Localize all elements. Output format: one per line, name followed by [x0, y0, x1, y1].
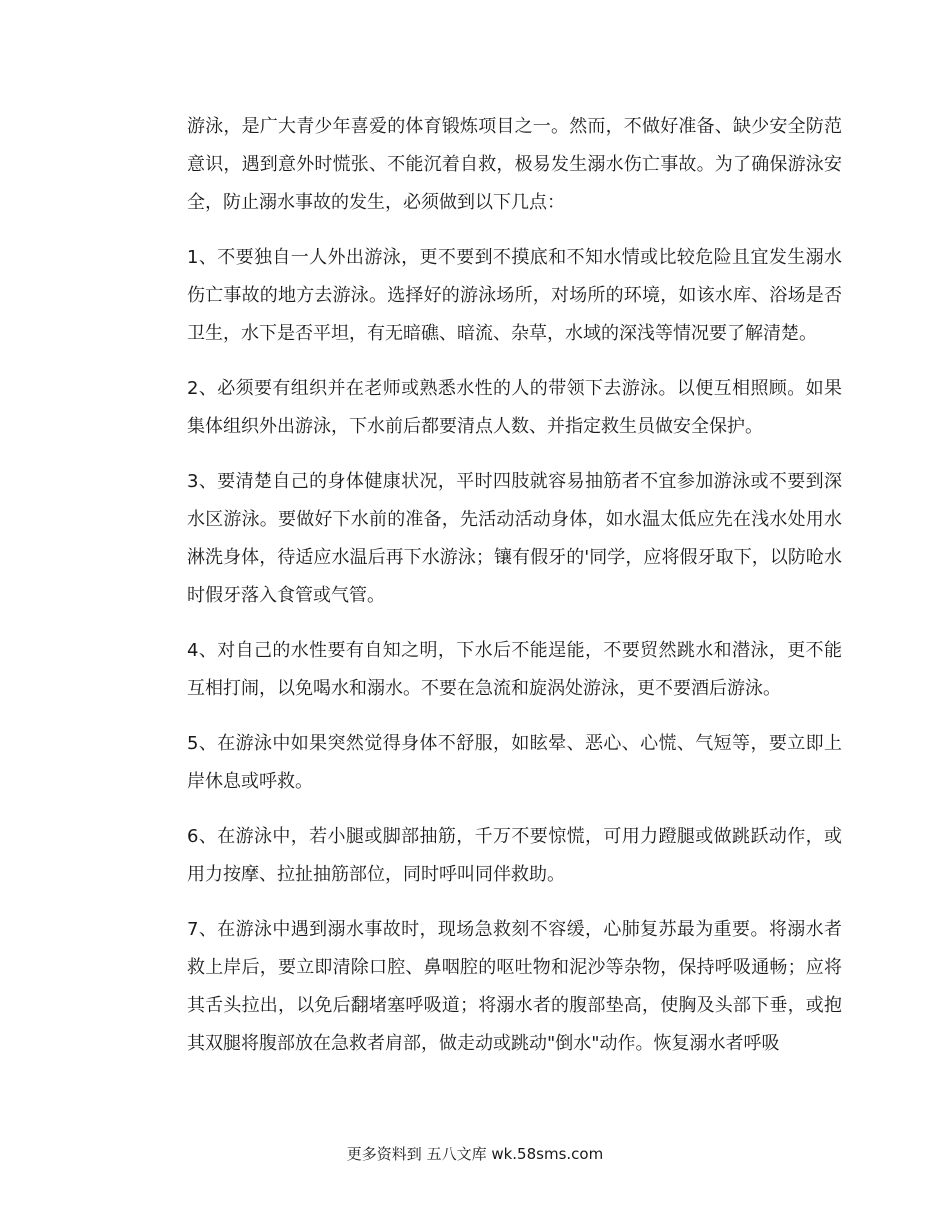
point-5-paragraph: 5、在游泳中如果突然觉得身体不舒服，如眩晕、恶心、心慌、气短等，要立即上岸休息或呼救。 [187, 733, 842, 792]
intro-paragraph: 游泳，是广大青少年喜爱的体育锻炼项目之一。然而，不做好准备、缺少安全防范意识，遇到意外时慌张、不能沉着自救，极易发生溺水伤亡事故。为了确保游泳安全，防止溺水事故的发生，必须做到以下几点： [187, 116, 842, 213]
point-2-paragraph: 2、必须要有组织并在老师或熟悉水性的人的带领下去游泳。以便互相照顾。如果集体组织外出游泳，下水前后都要清点人数、并指定救生员做安全保护。 [187, 378, 842, 437]
point-7-paragraph: 7、在游泳中遇到溺水事故时，现场急救刻不容缓，心肺复苏最为重要。将溺水者救上岸后，要立即清除口腔、鼻咽腔的呕吐物和泥沙等杂物，保持呼吸通畅；应将其舌头拉出，以免后翻堵塞呼吸道；将溺水者的腹部垫高，使胸及头部下垂，或抱其双腿将腹部放在急救者肩部，做走动或跳动"倒水"动作。恢复溺水者呼吸 [187, 919, 842, 1054]
page-footer: 更多资料到 五八文库 wk.58sms.com [346, 1145, 604, 1163]
point-6-paragraph: 6、在游泳中，若小腿或脚部抽筋，千万不要惊慌，可用力蹬腿或做跳跃动作，或用力按摩、拉扯抽筋部位，同时呼叫同伴救助。 [187, 826, 842, 885]
point-4-paragraph: 4、对自己的水性要有自知之明，下水后不能逞能，不要贸然跳水和潜泳，更不能互相打闹，以免喝水和溺水。不要在急流和旋涡处游泳，更不要酒后游泳。 [187, 640, 842, 699]
point-3-paragraph: 3、要清楚自己的身体健康状况，平时四肢就容易抽筋者不宜参加游泳或不要到深水区游泳。要做好下水前的准备，先活动活动身体，如水温太低应先在浅水处用水淋洗身体，待适应水温后再下水游泳；镶有假牙的'同学，应将假牙取下，以防呛水时假牙落入食管或气管。 [187, 471, 842, 606]
point-1-paragraph: 1、不要独自一人外出游泳，更不要到不摸底和不知水情或比较危险且宜发生溺水伤亡事故的地方去游泳。选择好的游泳场所，对场所的环境，如该水库、浴场是否卫生，水下是否平坦，有无暗礁、暗流、杂草，水域的深浅等情况要了解清楚。 [187, 247, 842, 344]
document-body [187, 108, 842, 1080]
